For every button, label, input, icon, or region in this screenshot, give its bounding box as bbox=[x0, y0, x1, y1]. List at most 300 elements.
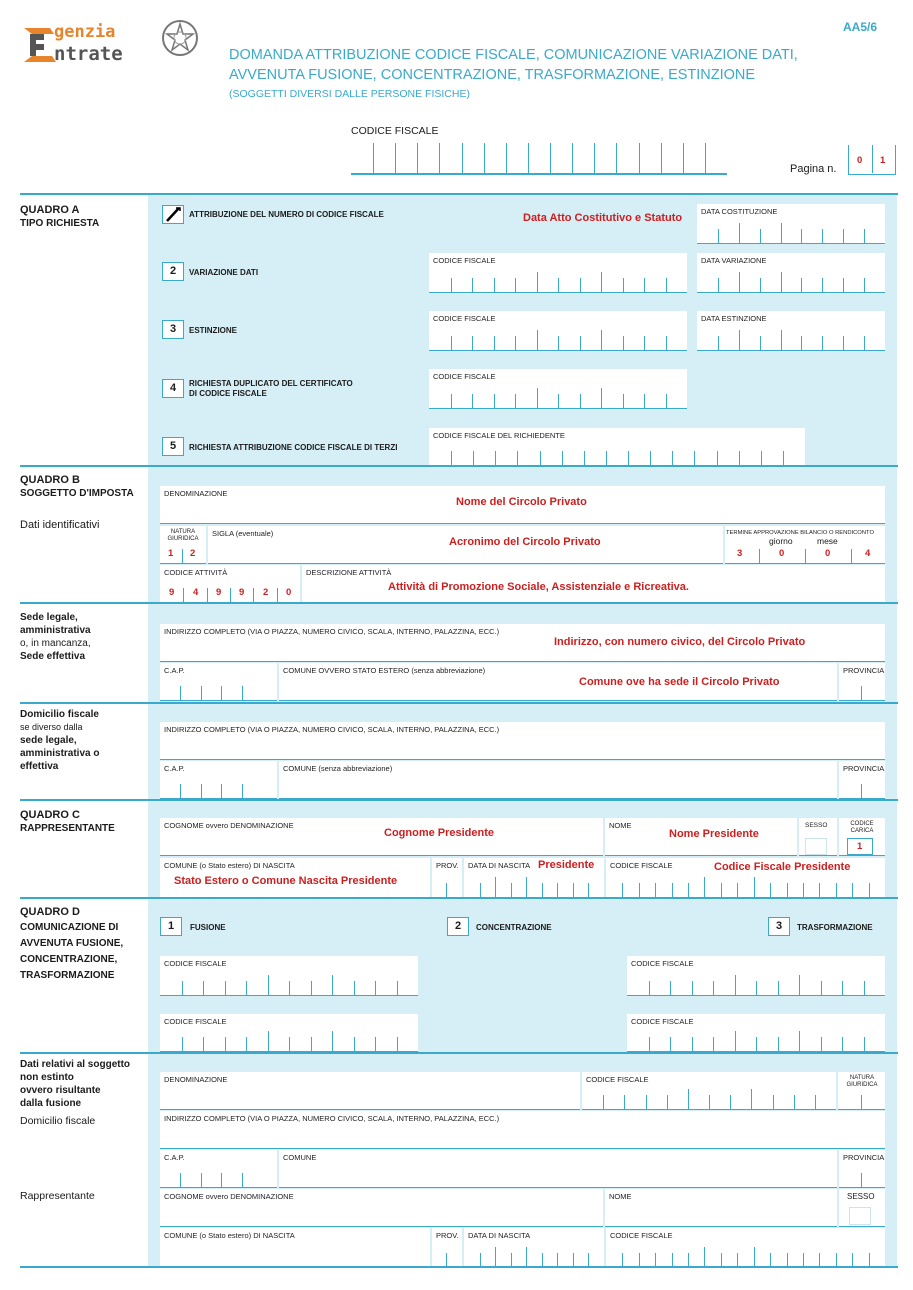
ticks bbox=[429, 451, 805, 465]
sog-data-nascita-field[interactable] bbox=[464, 1228, 604, 1268]
sesso-box[interactable] bbox=[805, 838, 827, 855]
tick-mark bbox=[819, 1253, 820, 1267]
ticks bbox=[627, 1037, 885, 1051]
tick-mark bbox=[864, 229, 865, 243]
domicilio-cap-field[interactable] bbox=[160, 761, 277, 799]
natura-divider bbox=[182, 549, 183, 563]
rapp-nome-field[interactable] bbox=[605, 818, 797, 856]
dati-identificativi-label: Dati identificativi bbox=[20, 519, 100, 531]
tick-mark bbox=[864, 1037, 865, 1051]
tick-mark bbox=[515, 278, 516, 292]
nome-value: Nome Presidente bbox=[669, 828, 759, 840]
denominazione-field[interactable] bbox=[160, 486, 885, 524]
quadro-c-heading: QUADRO C bbox=[20, 809, 80, 821]
data-estinzione-field[interactable] bbox=[697, 311, 885, 351]
tick-mark bbox=[704, 1247, 705, 1267]
tick-mark bbox=[480, 883, 481, 897]
fusione-label: FUSIONE bbox=[190, 923, 226, 932]
sog-comune-field[interactable] bbox=[279, 1150, 837, 1188]
option-4-checkbox[interactable]: 4 bbox=[162, 379, 184, 398]
ticks bbox=[160, 1037, 418, 1051]
sede-l2: amministrativa bbox=[20, 625, 91, 636]
denominazione-value: Nome del Circolo Privato bbox=[456, 496, 587, 508]
tick-mark bbox=[672, 451, 673, 465]
tick-mark bbox=[751, 1089, 752, 1109]
tick-mark bbox=[869, 883, 870, 897]
tick-mark bbox=[397, 1037, 398, 1051]
tick-mark bbox=[601, 388, 602, 408]
tick-mark bbox=[480, 1253, 481, 1267]
tick-mark bbox=[515, 336, 516, 350]
tick-mark bbox=[717, 451, 718, 465]
quadro-d-heading: QUADRO D bbox=[20, 906, 80, 918]
tick-mark bbox=[739, 451, 740, 465]
tick-mark bbox=[542, 1253, 543, 1267]
tick-mark bbox=[246, 981, 247, 995]
duplicato-cf-field[interactable] bbox=[429, 369, 687, 409]
sog-cap-field[interactable] bbox=[160, 1150, 277, 1188]
sog-indirizzo-field[interactable] bbox=[160, 1111, 885, 1149]
data-variazione-label: DATA VARIAZIONE bbox=[701, 256, 767, 265]
tick-mark bbox=[694, 451, 695, 465]
cf-label: CODICE FISCALE bbox=[631, 959, 694, 968]
tick-mark bbox=[623, 394, 624, 408]
sog-comune-nascita-field[interactable] bbox=[160, 1228, 430, 1268]
cf-label: CODICE FISCALE bbox=[164, 959, 227, 968]
tick-mark bbox=[395, 143, 396, 173]
tick-mark bbox=[601, 272, 602, 292]
qd-cf-2-field[interactable] bbox=[627, 956, 885, 996]
sog-nome-field[interactable] bbox=[605, 1189, 837, 1227]
tick-mark bbox=[666, 394, 667, 408]
agency-logo bbox=[20, 18, 205, 68]
option-2-checkbox[interactable]: 2 bbox=[162, 262, 184, 281]
tick-mark bbox=[670, 981, 671, 995]
quadro-c-title bbox=[20, 808, 115, 836]
tick-mark bbox=[781, 272, 782, 292]
carica-l1: CODICE bbox=[850, 821, 874, 827]
attivita-digit-5: 2 bbox=[263, 587, 269, 598]
tick-mark bbox=[794, 1095, 795, 1109]
option-3-checkbox[interactable]: 3 bbox=[162, 320, 184, 339]
tick-mark bbox=[770, 883, 771, 897]
tick-mark bbox=[718, 336, 719, 350]
descrizione-attivita-label: DESCRIZIONE ATTIVITÀ bbox=[306, 568, 392, 577]
domicilio-indirizzo-field[interactable] bbox=[160, 722, 885, 760]
quadro-b-subtitle: SOGGETTO D'IMPOSTA bbox=[20, 488, 134, 499]
tick-mark bbox=[803, 1253, 804, 1267]
domicilio-comune-field[interactable] bbox=[279, 761, 837, 799]
dom-l3: sede legale, bbox=[20, 735, 77, 746]
ticks bbox=[697, 336, 885, 350]
option-5-label: RICHIESTA ATTRIBUZIONE CODICE FISCALE DI TERZI bbox=[189, 443, 398, 452]
tick-mark bbox=[277, 588, 278, 602]
pagina-label: Pagina n. bbox=[790, 163, 837, 175]
tick-mark bbox=[573, 1253, 574, 1267]
tick-mark bbox=[628, 451, 629, 465]
data-nascita-label: DATA DI NASCITA bbox=[468, 1231, 531, 1240]
logo-entrate-text: ntrate bbox=[54, 43, 123, 65]
tick-mark bbox=[506, 143, 507, 173]
tick-mark bbox=[644, 394, 645, 408]
mese-label: mese bbox=[817, 536, 838, 546]
natura-l2: GIURIDICA bbox=[167, 536, 199, 542]
page-digit-2: 1 bbox=[880, 155, 886, 166]
tick-mark bbox=[692, 981, 693, 995]
tick-mark bbox=[242, 686, 243, 700]
option-5-checkbox[interactable]: 5 bbox=[162, 437, 184, 456]
descrizione-attivita-value: Attività di Promozione Sociale, Assistenziale e Ricreativa. bbox=[388, 581, 689, 593]
tick-mark bbox=[842, 1037, 843, 1051]
tick-mark bbox=[622, 1253, 623, 1267]
estinzione-cf-field[interactable] bbox=[429, 311, 687, 351]
tick-mark bbox=[815, 1095, 816, 1109]
domicilio-label bbox=[20, 708, 99, 773]
concentrazione-checkbox[interactable]: 2 bbox=[447, 917, 469, 936]
tick-mark bbox=[537, 388, 538, 408]
sog-l2: non estinto bbox=[20, 1072, 74, 1083]
sog-l3: ovvero risultante bbox=[20, 1085, 101, 1096]
tick-mark bbox=[709, 1095, 710, 1109]
tick-mark bbox=[242, 784, 243, 798]
sog-cognome-field[interactable] bbox=[160, 1189, 603, 1227]
sede-indirizzo-field[interactable] bbox=[160, 624, 885, 662]
sog-sesso-field[interactable] bbox=[839, 1189, 885, 1227]
sog-cf-field[interactable] bbox=[582, 1072, 836, 1110]
quadro-b-title bbox=[20, 473, 134, 501]
cap-label: C.A.P. bbox=[164, 666, 185, 675]
cap-label: C.A.P. bbox=[164, 764, 185, 773]
header-cf-label: CODICE FISCALE bbox=[351, 125, 439, 137]
sog-l4: dalla fusione bbox=[20, 1098, 82, 1109]
descrizione-attivita-field[interactable] bbox=[302, 565, 885, 603]
trasformazione-checkbox[interactable]: 3 bbox=[768, 917, 790, 936]
tick-mark bbox=[557, 1253, 558, 1267]
fusione-checkbox[interactable]: 1 bbox=[160, 917, 182, 936]
termine-digit-2: 0 bbox=[779, 548, 785, 559]
provincia-label: PROVINCIA bbox=[843, 764, 885, 773]
option-1-checkbox[interactable] bbox=[162, 205, 184, 224]
attivita-digit-3: 9 bbox=[216, 587, 222, 598]
attivita-digit-4: 9 bbox=[239, 587, 245, 598]
quadro-c-subtitle: RAPPRESENTANTE bbox=[20, 823, 115, 834]
tick-mark bbox=[472, 278, 473, 292]
qd-l4: CONCENTRAZIONE, bbox=[20, 954, 118, 965]
tick-mark bbox=[311, 981, 312, 995]
qd-l5: TRASFORMAZIONE bbox=[20, 970, 115, 981]
qd-l2: COMUNICAZIONE DI bbox=[20, 922, 119, 933]
data-costituzione-field[interactable] bbox=[697, 204, 885, 244]
tick-mark bbox=[230, 588, 231, 602]
rapp-prov-field[interactable] bbox=[432, 858, 462, 898]
trasformazione-label: TRASFORMAZIONE bbox=[797, 923, 873, 932]
ticks bbox=[160, 784, 262, 798]
tick-mark bbox=[550, 143, 551, 173]
tick-mark bbox=[713, 1037, 714, 1051]
denominazione-label: DENOMINAZIONE bbox=[164, 1075, 228, 1084]
tick-mark bbox=[594, 143, 595, 173]
tick-mark bbox=[537, 272, 538, 292]
sog-natura-field[interactable] bbox=[838, 1072, 885, 1110]
tick-mark bbox=[843, 336, 844, 350]
natura-divider bbox=[861, 1095, 862, 1109]
tick-mark bbox=[511, 1253, 512, 1267]
qd-cf-1-field[interactable] bbox=[160, 956, 418, 996]
tick-mark bbox=[670, 1037, 671, 1051]
tick-mark bbox=[311, 1037, 312, 1051]
natura-label bbox=[164, 529, 202, 543]
tick-mark bbox=[354, 981, 355, 995]
prov-label: PROV. bbox=[436, 1231, 459, 1240]
tick-mark bbox=[606, 451, 607, 465]
ticks bbox=[160, 981, 418, 995]
tick-mark bbox=[495, 451, 496, 465]
tick-mark bbox=[588, 1253, 589, 1267]
richiedente-cf-field[interactable] bbox=[429, 428, 805, 466]
tick-mark bbox=[588, 883, 589, 897]
sede-l1: Sede legale, bbox=[20, 612, 78, 623]
ticks bbox=[606, 883, 885, 897]
tick-mark bbox=[253, 588, 254, 602]
tick-mark bbox=[517, 451, 518, 465]
data-variazione-field[interactable] bbox=[697, 253, 885, 293]
nat-l2: GIURIDICA bbox=[846, 1082, 878, 1088]
tick-mark bbox=[799, 975, 800, 995]
tick-mark bbox=[799, 1031, 800, 1051]
tick-mark bbox=[770, 1253, 771, 1267]
tick-mark bbox=[573, 883, 574, 897]
quadro-a-title bbox=[20, 203, 99, 231]
tick-mark bbox=[180, 686, 181, 700]
tick-mark bbox=[718, 278, 719, 292]
tick-mark bbox=[778, 981, 779, 995]
tick-mark bbox=[822, 278, 823, 292]
indirizzo-label: INDIRIZZO COMPLETO (VIA O PIAZZA, NUMERO CIVICO, SCALA, INTERNO, PALAZZINA, ECC.) bbox=[164, 725, 500, 734]
tick-mark bbox=[737, 1253, 738, 1267]
tick-mark bbox=[246, 1037, 247, 1051]
comune-label: COMUNE (senza abbreviazione) bbox=[283, 764, 393, 773]
sog-denominazione-field[interactable] bbox=[160, 1072, 580, 1110]
cf-label: CODICE FISCALE bbox=[433, 314, 496, 323]
tick-mark bbox=[803, 883, 804, 897]
qd-cf-4-field[interactable] bbox=[627, 1014, 885, 1052]
tick-mark bbox=[783, 451, 784, 465]
tick-mark bbox=[558, 278, 559, 292]
cf-label: CODICE FISCALE bbox=[631, 1017, 694, 1026]
tick-mark bbox=[754, 1247, 755, 1267]
tick-mark bbox=[183, 588, 184, 602]
termine-digit-4: 4 bbox=[865, 548, 871, 559]
rapp-codice-carica-field[interactable] bbox=[839, 818, 885, 856]
tick-mark bbox=[201, 1173, 202, 1187]
tick-mark bbox=[639, 883, 640, 897]
tick-mark bbox=[373, 143, 374, 173]
soggetto-rappresentante-label: Rappresentante bbox=[20, 1190, 95, 1202]
sigla-label: SIGLA (eventuale) bbox=[212, 529, 274, 538]
tick-mark bbox=[558, 336, 559, 350]
codice-attivita-field[interactable] bbox=[160, 565, 300, 603]
tick-mark bbox=[494, 336, 495, 350]
tick-mark bbox=[692, 1037, 693, 1051]
republic-emblem-icon bbox=[160, 18, 200, 58]
form-subtitle: (SOGGETTI DIVERSI DALLE PERSONE FISICHE) bbox=[229, 88, 470, 100]
tick-mark bbox=[843, 278, 844, 292]
rapp-cf-field[interactable] bbox=[606, 858, 885, 898]
tick-mark bbox=[705, 143, 706, 173]
codice-carica-value: 1 bbox=[857, 841, 863, 852]
tick-mark bbox=[655, 1253, 656, 1267]
page-number-box[interactable] bbox=[848, 145, 896, 175]
cap-label: C.A.P. bbox=[164, 1153, 185, 1162]
provincia-label: PROVINCIA bbox=[843, 666, 885, 675]
tick-mark bbox=[869, 1253, 870, 1267]
tick-mark bbox=[221, 784, 222, 798]
qd-cf-3-field[interactable] bbox=[160, 1014, 418, 1052]
opt4-line1: RICHIESTA DUPLICATO DEL CERTIFICATO bbox=[189, 379, 353, 388]
soggetto-label bbox=[20, 1058, 130, 1110]
tick-mark bbox=[289, 981, 290, 995]
tick-mark bbox=[821, 1037, 822, 1051]
tick-mark bbox=[472, 336, 473, 350]
tick-mark bbox=[242, 1173, 243, 1187]
quadro-b-heading: QUADRO B bbox=[20, 474, 80, 486]
tick-mark bbox=[672, 883, 673, 897]
prov-divider bbox=[446, 883, 447, 897]
tick-mark bbox=[821, 981, 822, 995]
tick-mark bbox=[713, 981, 714, 995]
tick-mark bbox=[735, 1031, 736, 1051]
option-1-label: ATTRIBUZIONE DEL NUMERO DI CODICE FISCALE bbox=[189, 210, 384, 219]
domicilio-provincia-field[interactable] bbox=[839, 761, 885, 799]
dom-l2: se diverso dalla bbox=[20, 722, 83, 732]
tick-mark bbox=[644, 278, 645, 292]
attivita-digit-6: 0 bbox=[286, 587, 292, 598]
form-code: AA5/6 bbox=[843, 20, 878, 34]
quadro-a-heading: QUADRO A bbox=[20, 204, 80, 216]
sog-prov-field[interactable] bbox=[432, 1228, 462, 1268]
tick-mark bbox=[558, 394, 559, 408]
ticks bbox=[697, 229, 885, 243]
tick-mark bbox=[375, 1037, 376, 1051]
termine-bilancio-field[interactable] bbox=[725, 526, 885, 564]
cf-label: CODICE FISCALE bbox=[610, 861, 673, 870]
comune-label: COMUNE bbox=[283, 1153, 317, 1162]
sog-cf-persona-field[interactable] bbox=[606, 1228, 885, 1268]
tick-mark bbox=[650, 451, 651, 465]
termine-digit-1: 3 bbox=[737, 548, 743, 559]
qd-l3: AVVENUTA FUSIONE, bbox=[20, 938, 124, 949]
rapp-cognome-field[interactable] bbox=[160, 818, 603, 856]
option-2-label: VARIAZIONE DATI bbox=[189, 268, 259, 277]
sog-provincia-field[interactable] bbox=[839, 1150, 885, 1188]
tick-mark bbox=[661, 143, 662, 173]
attivita-digit-2: 4 bbox=[193, 587, 199, 598]
cf-label: CODICE FISCALE bbox=[433, 372, 496, 381]
sesso-box[interactable] bbox=[849, 1207, 871, 1225]
tick-mark bbox=[417, 143, 418, 173]
cf-richiedente-label: CODICE FISCALE DEL RICHIEDENTE bbox=[433, 431, 565, 440]
sede-l4: Sede effettiva bbox=[20, 651, 86, 662]
tick-mark bbox=[781, 330, 782, 350]
comune-nascita-value: Stato Estero o Comune Nascita Presidente bbox=[174, 875, 398, 887]
indirizzo-label: INDIRIZZO COMPLETO (VIA O PIAZZA, NUMERO CIVICO, SCALA, INTERNO, PALAZZINA, ECC.) bbox=[164, 627, 500, 636]
nome-label: NOME bbox=[609, 821, 632, 830]
rapp-comune-nascita-field[interactable] bbox=[160, 858, 430, 898]
natura-giuridica-field[interactable] bbox=[160, 526, 206, 564]
sede-label bbox=[20, 611, 91, 663]
tick-mark bbox=[182, 1037, 183, 1051]
sede-cap-field[interactable] bbox=[160, 663, 277, 701]
data-estinzione-label: DATA ESTINZIONE bbox=[701, 314, 767, 323]
tick-mark bbox=[688, 1253, 689, 1267]
tick-mark bbox=[644, 336, 645, 350]
option-4-label bbox=[189, 379, 353, 399]
ticks bbox=[464, 883, 604, 897]
concentrazione-label: CONCENTRAZIONE bbox=[476, 923, 552, 932]
title-line-1: DOMANDA ATTRIBUZIONE CODICE FISCALE, COMUNICAZIONE VARIAZIONE DATI, bbox=[229, 47, 798, 63]
tick-mark bbox=[580, 336, 581, 350]
tick-mark bbox=[580, 278, 581, 292]
rapp-sesso-field[interactable] bbox=[799, 818, 837, 856]
ticks bbox=[429, 336, 687, 350]
div2 bbox=[805, 549, 806, 563]
tick-mark bbox=[843, 229, 844, 243]
tick-mark bbox=[268, 1031, 269, 1051]
indirizzo-value: Indirizzo, con numero civico, del Circolo Privato bbox=[554, 636, 806, 648]
comune-estero-label: COMUNE OVVERO STATO ESTERO (senza abbreviazione) bbox=[283, 666, 486, 675]
variazione-cf-field[interactable] bbox=[429, 253, 687, 293]
tick-mark bbox=[801, 229, 802, 243]
rapp-data-nascita-field[interactable] bbox=[464, 858, 604, 898]
tick-mark bbox=[730, 1095, 731, 1109]
sesso-label: SESSO bbox=[805, 822, 828, 829]
tick-mark bbox=[836, 883, 837, 897]
tick-mark bbox=[451, 278, 452, 292]
tick-mark bbox=[756, 1037, 757, 1051]
tick-mark bbox=[354, 1037, 355, 1051]
tick-mark bbox=[704, 877, 705, 897]
ticks bbox=[160, 588, 300, 602]
sesso-label: SESSO bbox=[847, 1192, 875, 1201]
tick-mark bbox=[667, 1095, 668, 1109]
data-costituzione-label: DATA COSTITUZIONE bbox=[701, 207, 778, 216]
sede-provincia-field[interactable] bbox=[839, 663, 885, 701]
page-digit-1: 0 bbox=[857, 155, 863, 166]
natura-label bbox=[842, 1075, 882, 1089]
option-3-label: ESTINZIONE bbox=[189, 326, 238, 335]
tick-mark bbox=[819, 883, 820, 897]
tick-mark bbox=[495, 877, 496, 897]
tick-mark bbox=[623, 336, 624, 350]
header-cf-field[interactable] bbox=[351, 143, 727, 175]
comune-value: Comune ove ha sede il Circolo Privato bbox=[579, 676, 780, 688]
tick-mark bbox=[781, 223, 782, 243]
tick-mark bbox=[494, 278, 495, 292]
tick-mark bbox=[739, 272, 740, 292]
carica-label bbox=[843, 821, 881, 835]
tick-mark bbox=[221, 1173, 222, 1187]
sigla-field[interactable] bbox=[208, 526, 723, 564]
tick-mark bbox=[495, 1247, 496, 1267]
prov-divider bbox=[861, 784, 862, 798]
tick-mark bbox=[473, 451, 474, 465]
tick-mark bbox=[515, 394, 516, 408]
nome-label: NOME bbox=[609, 1192, 632, 1201]
tick-mark bbox=[666, 278, 667, 292]
tick-mark bbox=[852, 1253, 853, 1267]
sede-comune-field[interactable] bbox=[279, 663, 837, 701]
termine-label: TERMINE APPROVAZIONE BILANCIO O RENDICONTO bbox=[726, 530, 874, 536]
